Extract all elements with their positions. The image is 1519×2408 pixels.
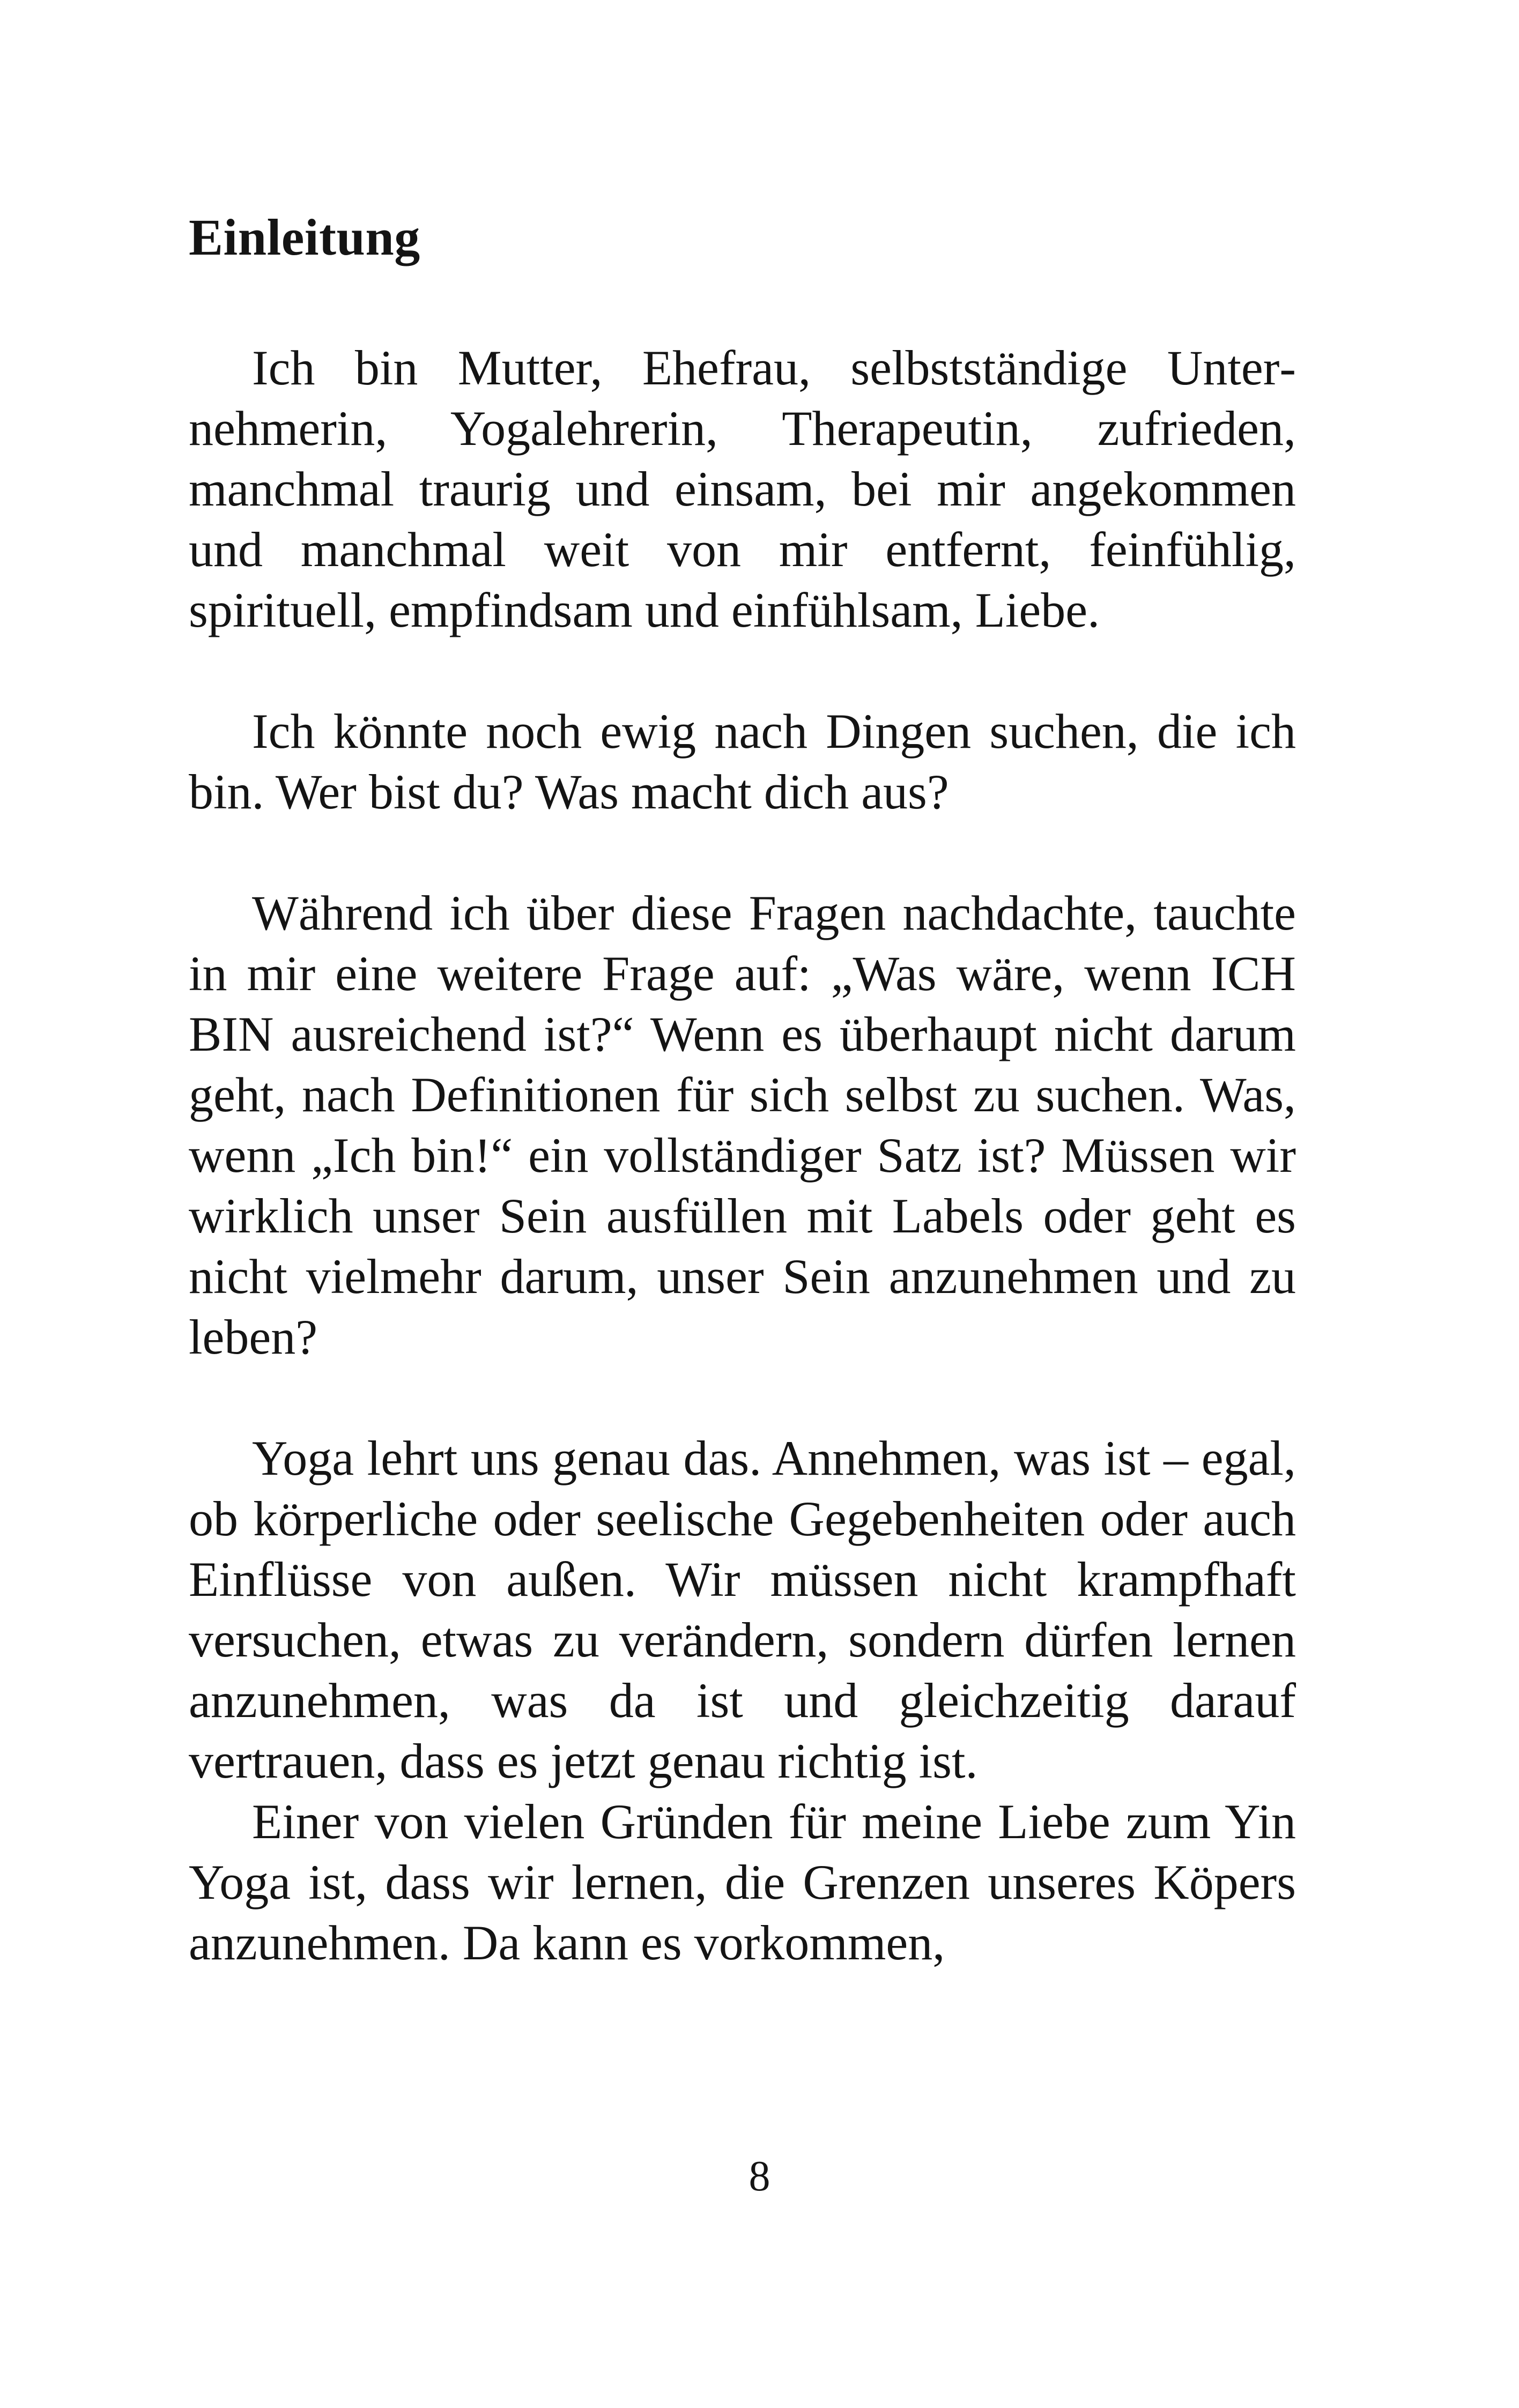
page-number: 8	[749, 2153, 770, 2200]
paragraph-4: Yoga lehrt uns genau das. Annehmen, was ist – egal, ob körperliche oder seelische Gegebenheiten oder auch Einflüsse von außen. Wir müssen nicht krampfhaft versuchen, etwas zu verändern, sondern dürfen lernen anzunehmen, was da ist und gleichzeitig darauf vertrauen, dass es jetzt genau richtig ist.	[189, 1431, 1296, 1788]
paragraph-5: Einer von vielen Gründen für meine Liebe zum Yin Yoga ist, dass wir lernen, die Grenzen unseres Köpers anzunehmen. Da kann es vorkommen,	[189, 1794, 1296, 1970]
paragraph-3: Während ich über diese Fragen nachdachte, tauchte in mir eine weitere Frage auf: „Was wäre, wenn ICH BIN ausreichend ist?“ Wenn es überhaupt nicht darum geht, nach Definitionen für sich selbst zu suchen. Was, wenn „Ich bin!“ ein vollständiger Satz ist? Müssen wir wirklich unser Sein ausfüllen mit Labels oder geht es nicht vielmehr darum, unser Sein anzunehmen und zu leben?	[189, 886, 1296, 1364]
paragraph-1: Ich bin Mutter, Ehefrau, selbstständige Unternehmerin, Yogalehrerin, Therapeutin, zufrieden, manchmal traurig und einsam, bei mir angekommen und manchmal weit von mir entfernt, feinfühlig, spirituell, empfindsam und einfühlsam, Liebe.	[189, 340, 1296, 637]
chapter-heading: Einleitung	[189, 209, 420, 266]
paragraph-2: Ich könnte noch ewig nach Dingen suchen, die ich bin. Wer bist du? Was macht dich aus?	[189, 704, 1296, 819]
body-text	[189, 338, 1296, 1973]
